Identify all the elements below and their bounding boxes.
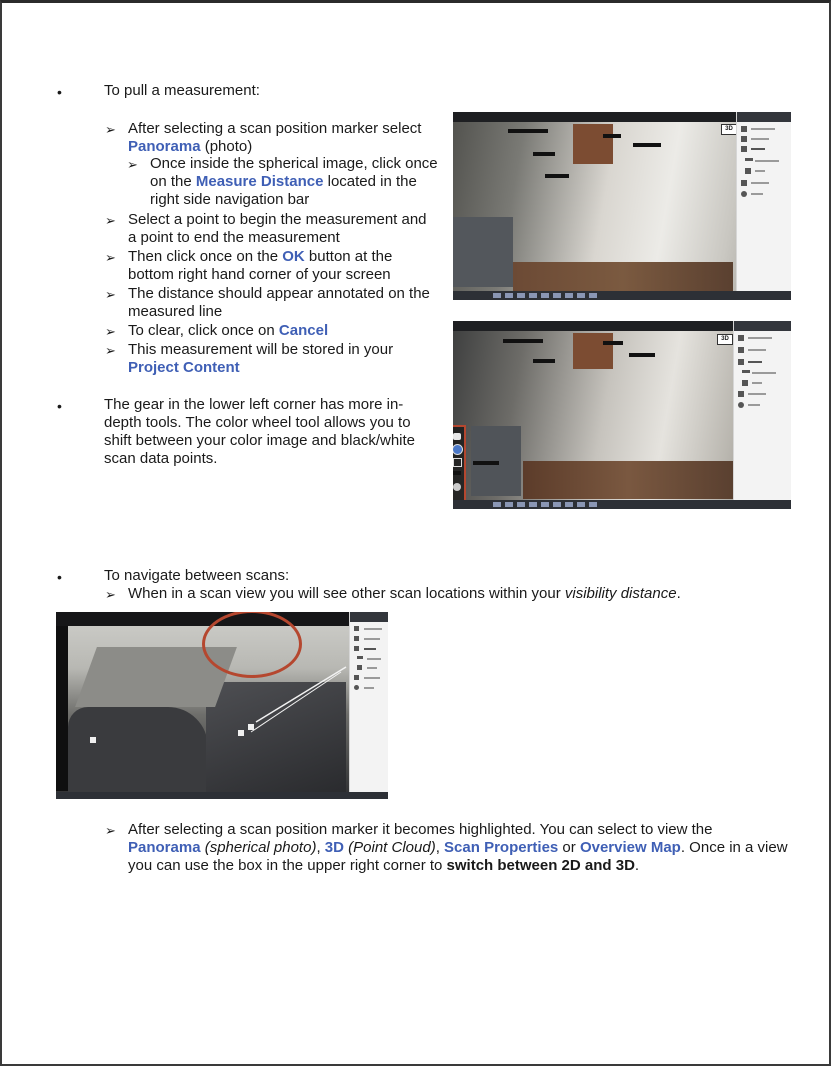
measure-line xyxy=(503,339,543,343)
gear-note: The gear in the lower left corner has more in-depth tools. The color wheel tool allows you to shift between your color image and black/white scan data points. xyxy=(104,396,416,467)
measure-line xyxy=(545,174,569,178)
overview-map-link[interactable]: Overview Map xyxy=(579,839,681,856)
measure-line xyxy=(633,143,661,147)
mode-toggle-3d[interactable]: 3D xyxy=(717,334,733,345)
ruler-icon[interactable] xyxy=(453,471,461,475)
step-measure-distance: Once inside the spherical image, click once on the Measure Distance located in the right side navigation bar xyxy=(150,155,438,208)
bullet-icon: • xyxy=(57,398,62,414)
visibility-sentence: When in a scan view you will see other scan locations within your visibility distance. xyxy=(128,585,681,602)
measure-line xyxy=(508,129,548,133)
arrow-icon: ➢ xyxy=(127,157,138,172)
step-ok-button: Then click once on the OK button at the bottom right hand corner of your screen xyxy=(128,248,393,283)
arrow-icon: ➢ xyxy=(105,324,116,339)
step-distance-annotated: The distance should appear annotated on the measured line xyxy=(128,285,430,320)
arrow-icon: ➢ xyxy=(105,823,116,838)
mode-toggle-3d[interactable]: 3D xyxy=(721,124,737,135)
color-wheel-icon[interactable] xyxy=(453,444,463,455)
nav-panel xyxy=(736,112,791,291)
gear-icon[interactable] xyxy=(453,483,461,491)
arrow-icon: ➢ xyxy=(105,250,116,265)
panorama-link[interactable]: Panorama xyxy=(128,138,201,155)
layers-icon[interactable] xyxy=(453,458,462,467)
measure-line xyxy=(603,134,621,138)
nav-panel xyxy=(349,612,388,799)
step-project-content: This measurement will be stored in your Project Content xyxy=(128,341,394,376)
gear-tools-highlight xyxy=(453,425,466,503)
scan-screenshot-measurement xyxy=(453,112,791,300)
measure-line xyxy=(629,353,655,357)
section-intro-navigate: To navigate between scans: xyxy=(104,567,290,584)
measure-line xyxy=(533,152,555,156)
scan-location-highlight-circle xyxy=(202,612,302,678)
scan-screenshot-car xyxy=(56,612,388,799)
step-cancel: To clear, click once on Cancel xyxy=(128,322,329,339)
measure-line xyxy=(473,461,499,465)
bullet-icon: • xyxy=(57,569,62,585)
arrow-icon: ➢ xyxy=(105,287,116,302)
arrow-icon: ➢ xyxy=(105,343,116,358)
bullet-icon: • xyxy=(57,84,62,100)
measure-line xyxy=(603,341,623,345)
measure-line xyxy=(533,359,555,363)
step-select-points: Select a point to begin the measurement and a point to end the measurement xyxy=(128,211,427,246)
scan-screenshot-gear xyxy=(453,321,791,509)
cancel-link[interactable]: Cancel xyxy=(278,322,329,339)
panorama-link[interactable]: Panorama xyxy=(128,839,201,856)
project-content-link[interactable]: Project Content xyxy=(128,359,240,376)
ok-link[interactable]: OK xyxy=(282,248,305,265)
step-select-panorama: After selecting a scan position marker select Panorama (photo) xyxy=(128,120,422,155)
nav-panel xyxy=(733,321,791,500)
3d-link[interactable]: 3D xyxy=(324,839,344,856)
arrow-icon: ➢ xyxy=(105,122,116,137)
after-selecting-paragraph: After selecting a scan position marker it becomes highlighted. You can select to view the Panorama (spherical photo), 3D (Point Cloud), Scan Properties or Overview Map. Once in a view you can use the box in the upper right corner to switch between 2D and 3D. xyxy=(128,821,788,874)
arrow-icon: ➢ xyxy=(105,587,116,602)
arrow-icon: ➢ xyxy=(105,213,116,228)
section-intro-measurement: To pull a measurement: xyxy=(104,82,260,99)
measure-distance-link[interactable]: Measure Distance xyxy=(195,173,324,190)
eye-icon[interactable] xyxy=(453,433,461,440)
scan-properties-link[interactable]: Scan Properties xyxy=(444,839,559,856)
